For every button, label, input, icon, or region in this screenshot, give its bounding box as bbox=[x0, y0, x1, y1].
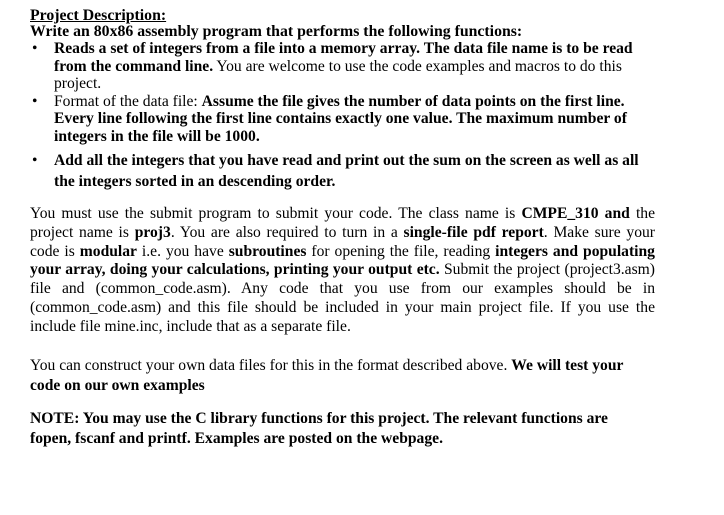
section-heading: Project Description: bbox=[30, 7, 167, 24]
note-text: NOTE: You may use the C library functions for this project. The relevant functions are fopen, fscanf and printf. Examples are posted on the webpage. bbox=[30, 410, 608, 447]
requirement-bold-text: Assume the file gives the number of data points on the first line. Every line following the first line contains exactly one value. The maximum number of integers in the file will be 1000. bbox=[54, 92, 627, 145]
list-item bbox=[30, 93, 655, 146]
bullet-icon: • bbox=[32, 40, 38, 57]
modular-emphasis: modular bbox=[79, 242, 137, 260]
requirement-bold-text: Reads a set of integers from a file into a memory array. The data file name is to be read from the command line. bbox=[54, 40, 633, 75]
paragraph-text: the project name is bbox=[30, 205, 656, 241]
paragraph-text: for opening the file, reading bbox=[306, 242, 496, 260]
paragraph-text: . You are also required to turn in a bbox=[170, 223, 404, 241]
list-item bbox=[30, 150, 655, 192]
tasks-emphasis: integers and populating your array, doing your calculations, printing your output etc. bbox=[30, 242, 655, 279]
paragraph-text: You must use the submit program to submit your code. The class name is bbox=[30, 205, 522, 222]
subroutines-emphasis: subroutines bbox=[228, 242, 307, 260]
class-name: CMPE_310 and bbox=[521, 205, 630, 222]
testing-paragraph bbox=[30, 356, 630, 396]
list-item bbox=[30, 40, 655, 93]
project-name: proj3 bbox=[134, 223, 171, 241]
requirement-text: You are welcome to use the code examples and macros to do this project. bbox=[54, 57, 622, 92]
bullet-icon: • bbox=[32, 92, 38, 110]
note-paragraph bbox=[30, 409, 630, 449]
paragraph-text: You can construct your own data files for this in the format described above. bbox=[30, 357, 512, 374]
bullet-icon: • bbox=[32, 152, 38, 169]
paragraph-text: Submit the project (project3.asm) file and (common_code.asm). Any code that you use from our examples should be in (common_code.asm) and this file should be included in your main project file. If you use the include file mine.inc, include that as a separate file. bbox=[30, 261, 655, 335]
paragraph-text: . Make sure your code is bbox=[30, 223, 655, 260]
testing-emphasis: We will test your code on our own examples bbox=[30, 357, 624, 394]
report-requirement: single-file pdf report bbox=[403, 223, 544, 241]
requirement-text: Format of the data file: bbox=[54, 92, 202, 110]
submission-paragraph bbox=[30, 205, 655, 337]
requirements-list bbox=[30, 40, 655, 192]
requirement-bold-text: Add all the integers that you have read and print out the sum on the screen as well as all the integers sorted in an descending order. bbox=[54, 152, 639, 190]
paragraph-text: i.e. you have bbox=[136, 242, 229, 260]
section-subheading: Write an 80x86 assembly program that performs the following functions: bbox=[30, 23, 523, 40]
